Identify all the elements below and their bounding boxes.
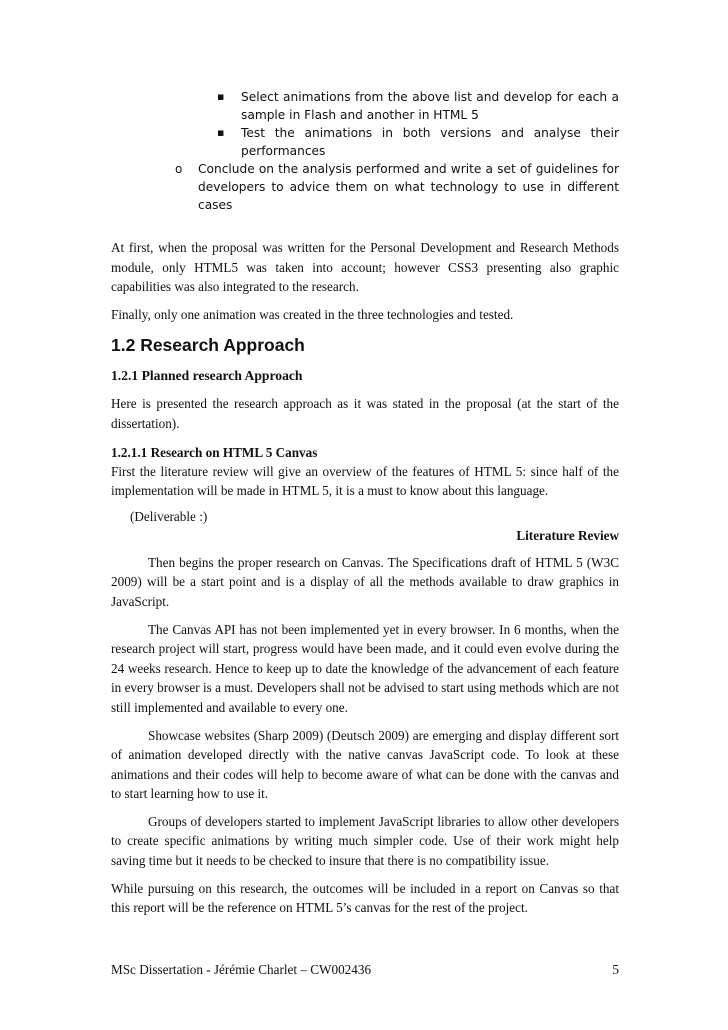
deliverable-value: Literature Review	[516, 527, 619, 543]
paragraph: The Canvas API has not been implemented yet in every browser. In 6 months, when the research project will start, progress would have been made, and it could even evolve during the 24 weeks research. Hence to keep up to date the knowledge of the advancement of each feature in every browser is a must. Developers shall not be advised to start using methods which are not still implemented and available to every one.	[111, 621, 619, 715]
circle-bullet-icon: o	[175, 162, 183, 176]
deliverable-label: (Deliverable :)	[130, 508, 208, 524]
paragraph: Groups of developers started to implement JavaScript libraries to allow other developers to create specific animations by writing much simpler code. Use of their work might help saving time but it needs to be checked to insure that there is no compatibility issue.	[111, 813, 619, 869]
paragraph: Finally, only one animation was created in the three technologies and tested.	[111, 306, 514, 322]
bullet-text: Test the animations in both versions and analyse their performances	[241, 126, 619, 158]
bullet-item	[217, 124, 619, 160]
paragraph: At first, when the proposal was written for the Personal Development and Research Methods module, only HTML5 was taken into account; however CSS3 presenting also graphic capabilities was also integrated to the research.	[111, 240, 619, 295]
paragraph: Then begins the proper research on Canvas. The Specifications draft of HTML 5 (W3C 2009) will be a start point and is a display of all the methods available to draw graphics in JavaScript.	[111, 554, 619, 609]
square-bullet-icon: ▪	[217, 90, 225, 103]
footer-text: MSc Dissertation - Jérémie Charlet – CW002436	[111, 962, 372, 977]
page-footer	[111, 961, 619, 979]
paragraph: Showcase websites (Sharp 2009) (Deutsch 2009) are emerging and display different sort of animation developed directly with the native canvas JavaScript code. To look at these animations and their codes will help to become aware of what can be done with the canvas and to start learning how to use it.	[111, 727, 619, 802]
bullet-text: Conclude on the analysis performed and write a set of guidelines for developers to advice them on what technology to use in different cases	[198, 162, 619, 212]
square-bullet-icon: ▪	[217, 126, 225, 139]
section-heading: 1.2 Research Approach	[111, 335, 305, 356]
paragraph: First the literature review will give an overview of the features of HTML 5: since half of the implementation will be made in HTML 5, it is a must to know about this language.	[111, 463, 619, 499]
subsubsection-heading: 1.2.1.1 Research on HTML 5 Canvas	[111, 444, 318, 460]
bullet-item	[217, 88, 619, 124]
page-content	[111, 88, 619, 918]
paragraph: While pursuing on this research, the outcomes will be included in a report on Canvas so that this report will be the reference on HTML 5’s canvas for the rest of the project.	[111, 880, 619, 916]
page-number: 5	[612, 962, 619, 977]
bullet-text: Select animations from the above list and develop for each a sample in Flash and another in HTML 5	[241, 90, 619, 122]
bullet-item	[175, 160, 619, 214]
paragraph: Here is presented the research approach as it was stated in the proposal (at the start of the dissertation).	[111, 396, 619, 431]
subsection-heading: 1.2.1 Planned research Approach	[111, 368, 303, 384]
